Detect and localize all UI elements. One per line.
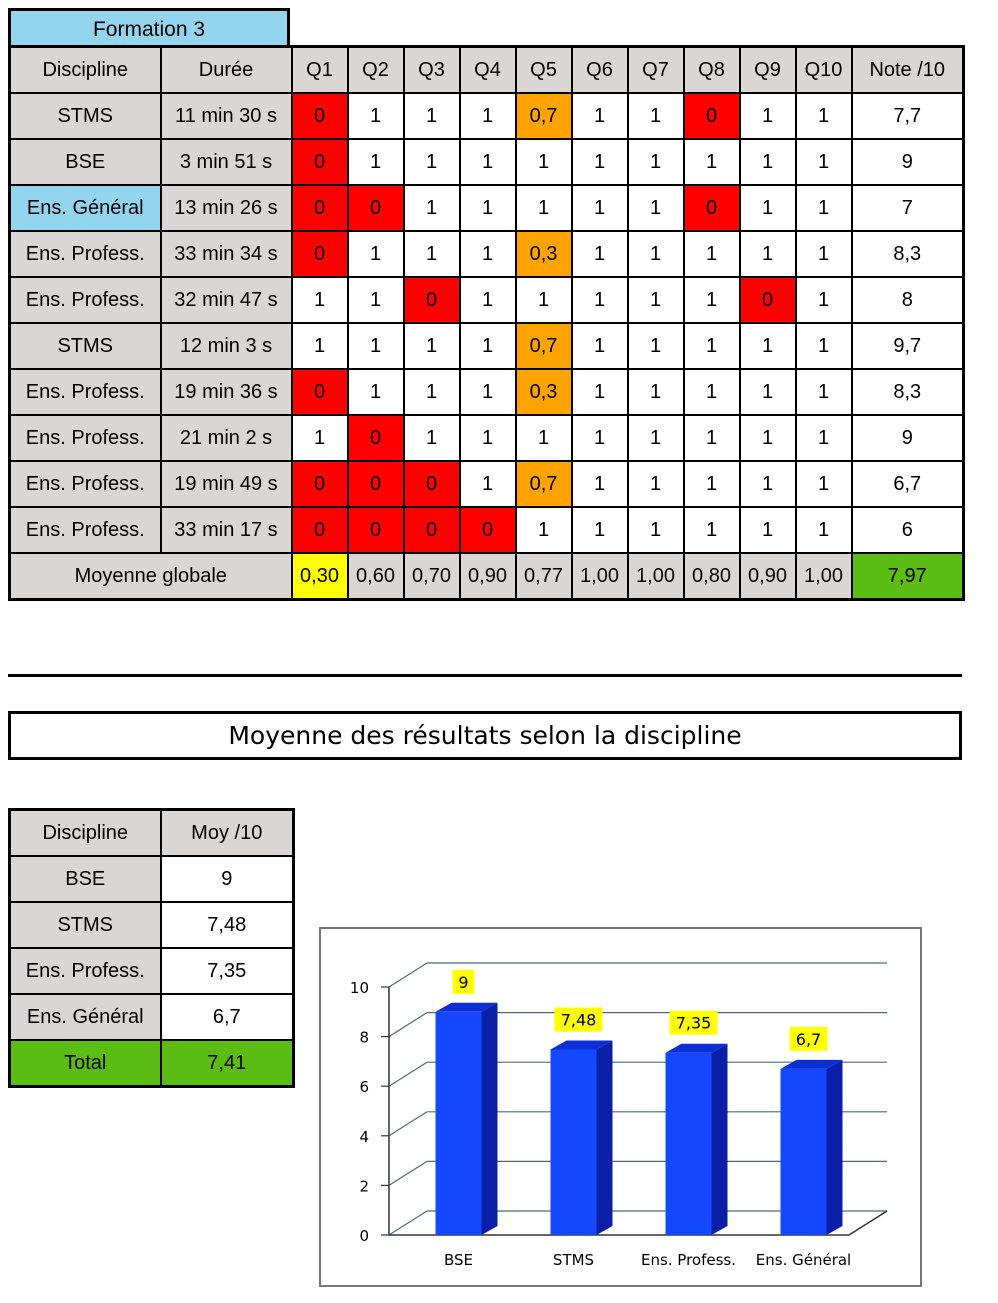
note-cell: 9	[852, 415, 964, 461]
note-cell: 6	[852, 507, 964, 553]
score-cell: 1	[796, 277, 852, 323]
average-cell: 0,60	[348, 553, 404, 600]
column-header: Durée	[161, 47, 292, 94]
discipline-cell: Ens. Profess.	[10, 461, 161, 507]
duration-cell: 33 min 34 s	[161, 231, 292, 277]
score-cell: 1	[572, 507, 628, 553]
score-cell: 1	[460, 185, 516, 231]
note-cell: 7	[852, 185, 964, 231]
score-cell: 0	[292, 231, 348, 277]
score-cell: 0,7	[516, 323, 572, 369]
score-cell: 1	[628, 93, 684, 139]
score-cell: 1	[684, 415, 740, 461]
gridline-side	[389, 963, 427, 987]
score-cell: 1	[796, 507, 852, 553]
y-tick-label: 8	[359, 1028, 369, 1047]
score-cell: 1	[404, 415, 460, 461]
score-cell: 1	[740, 461, 796, 507]
score-cell: 1	[628, 507, 684, 553]
duration-cell: 32 min 47 s	[161, 277, 292, 323]
column-header: Q3	[404, 47, 460, 94]
section-divider	[8, 674, 962, 677]
data-label: 7,35	[675, 1013, 712, 1033]
summary-table	[8, 808, 295, 1088]
table-row	[10, 369, 964, 415]
column-header: Q6	[572, 47, 628, 94]
duration-cell: 19 min 49 s	[161, 461, 292, 507]
bar-side	[827, 1060, 843, 1235]
score-cell: 1	[572, 185, 628, 231]
summary-row	[10, 994, 294, 1040]
score-cell: 1	[404, 231, 460, 277]
score-cell: 1	[460, 231, 516, 277]
score-cell: 1	[628, 369, 684, 415]
score-cell: 1	[460, 415, 516, 461]
score-cell: 0	[404, 461, 460, 507]
score-cell: 1	[572, 231, 628, 277]
chart-canvas	[321, 929, 920, 1285]
gridline-side	[389, 1013, 427, 1037]
score-cell: 1	[628, 139, 684, 185]
score-cell: 1	[628, 461, 684, 507]
summary-column-header: Discipline	[10, 810, 161, 857]
table-row	[10, 93, 964, 139]
note-cell: 9,7	[852, 323, 964, 369]
summary-discipline: BSE	[10, 856, 161, 902]
bar-side	[482, 1003, 498, 1235]
discipline-cell: Ens. Général	[10, 185, 161, 231]
score-cell: 0	[404, 277, 460, 323]
score-cell: 1	[572, 139, 628, 185]
score-cell: 0	[684, 185, 740, 231]
score-cell: 1	[572, 93, 628, 139]
y-tick-label: 0	[359, 1227, 369, 1245]
score-cell: 0,3	[516, 231, 572, 277]
summary-average: 7,48	[161, 902, 294, 948]
average-cell: 0,30	[292, 553, 348, 600]
score-cell: 0	[348, 461, 404, 507]
table-row	[10, 461, 964, 507]
score-cell: 0	[292, 139, 348, 185]
score-cell: 1	[796, 93, 852, 139]
duration-cell: 19 min 36 s	[161, 369, 292, 415]
data-label: 9	[458, 972, 469, 992]
average-label: Moyenne globale	[10, 553, 292, 600]
score-cell: 1	[684, 507, 740, 553]
score-cell: 0	[348, 185, 404, 231]
summary-average: 6,7	[161, 994, 294, 1040]
note-cell: 9	[852, 139, 964, 185]
score-cell: 1	[404, 93, 460, 139]
formation-title: Formation 3	[8, 8, 290, 45]
score-cell: 0	[348, 507, 404, 553]
score-cell: 1	[348, 323, 404, 369]
score-cell: 1	[460, 323, 516, 369]
score-cell: 1	[740, 231, 796, 277]
note-cell: 8,3	[852, 369, 964, 415]
score-cell: 1	[796, 231, 852, 277]
table-row	[10, 231, 964, 277]
score-cell: 1	[460, 369, 516, 415]
summary-discipline: STMS	[10, 902, 161, 948]
footer-row	[10, 553, 964, 600]
score-cell: 1	[740, 369, 796, 415]
table-row	[10, 139, 964, 185]
score-cell: 1	[404, 323, 460, 369]
score-cell: 1	[348, 93, 404, 139]
duration-cell: 11 min 30 s	[161, 93, 292, 139]
y-tick-label: 2	[359, 1177, 369, 1196]
bar-chart	[319, 927, 922, 1287]
average-cell: 0,80	[684, 553, 740, 600]
average-cell: 0,70	[404, 553, 460, 600]
header-row	[10, 47, 964, 94]
score-cell: 1	[628, 231, 684, 277]
duration-cell: 12 min 3 s	[161, 323, 292, 369]
score-cell: 0	[292, 185, 348, 231]
discipline-cell: Ens. Profess.	[10, 507, 161, 553]
score-cell: 1	[572, 369, 628, 415]
score-cell: 1	[628, 185, 684, 231]
column-header: Discipline	[10, 47, 161, 94]
column-header: Q7	[628, 47, 684, 94]
gridline-side	[389, 1112, 427, 1136]
total-label: Total	[10, 1040, 161, 1087]
table-row	[10, 185, 964, 231]
data-label: 7,48	[560, 1010, 597, 1030]
score-cell: 1	[796, 461, 852, 507]
duration-cell: 33 min 17 s	[161, 507, 292, 553]
y-tick-label: 6	[359, 1078, 369, 1097]
score-cell: 1	[292, 415, 348, 461]
bar-side	[597, 1040, 613, 1235]
data-label: 6,7	[795, 1029, 822, 1049]
score-cell: 0	[740, 277, 796, 323]
score-cell: 1	[460, 461, 516, 507]
summary-row	[10, 902, 294, 948]
y-tick-label: 10	[349, 979, 369, 997]
bar	[436, 1012, 482, 1235]
note-cell: 6,7	[852, 461, 964, 507]
average-cell: 1,00	[796, 553, 852, 600]
score-cell: 1	[684, 461, 740, 507]
score-cell: 1	[684, 231, 740, 277]
note-cell: 7,7	[852, 93, 964, 139]
average-cell: 0,90	[740, 553, 796, 600]
score-cell: 1	[572, 277, 628, 323]
note-cell: 8,3	[852, 231, 964, 277]
table-row	[10, 507, 964, 553]
x-tick-label: BSE	[443, 1251, 474, 1269]
discipline-cell: Ens. Profess.	[10, 277, 161, 323]
score-cell: 1	[684, 369, 740, 415]
score-cell: 1	[348, 139, 404, 185]
score-cell: 0	[684, 93, 740, 139]
global-average-note: 7,97	[852, 553, 964, 600]
summary-discipline: Ens. Profess.	[10, 948, 161, 994]
total-value: 7,41	[161, 1040, 294, 1087]
summary-discipline: Ens. Général	[10, 994, 161, 1040]
discipline-cell: STMS	[10, 323, 161, 369]
score-cell: 0,7	[516, 93, 572, 139]
score-cell: 1	[460, 139, 516, 185]
bar	[666, 1053, 712, 1235]
x-tick-label: Ens. Général	[755, 1251, 852, 1269]
summary-column-header: Moy /10	[161, 810, 294, 857]
score-cell: 1	[516, 277, 572, 323]
gridline-side	[389, 1062, 427, 1086]
score-cell: 1	[628, 323, 684, 369]
score-cell: 1	[628, 415, 684, 461]
score-cell: 1	[348, 369, 404, 415]
score-cell: 1	[684, 277, 740, 323]
x-tick-label: Ens. Profess.	[640, 1251, 737, 1269]
score-cell: 1	[740, 185, 796, 231]
discipline-cell: Ens. Profess.	[10, 369, 161, 415]
discipline-cell: STMS	[10, 93, 161, 139]
score-cell: 1	[516, 185, 572, 231]
summary-header-row	[10, 810, 294, 857]
score-cell: 1	[572, 415, 628, 461]
section-title: Moyenne des résultats selon la discipline	[8, 711, 962, 760]
score-cell: 1	[404, 139, 460, 185]
score-cell: 1	[740, 139, 796, 185]
score-cell: 1	[796, 415, 852, 461]
score-cell: 0	[460, 507, 516, 553]
discipline-cell: Ens. Profess.	[10, 415, 161, 461]
score-cell: 1	[796, 323, 852, 369]
average-cell: 1,00	[628, 553, 684, 600]
discipline-cell: Ens. Profess.	[10, 231, 161, 277]
score-cell: 1	[516, 139, 572, 185]
score-cell: 1	[572, 461, 628, 507]
summary-average: 7,35	[161, 948, 294, 994]
score-cell: 1	[628, 277, 684, 323]
score-cell: 0	[292, 93, 348, 139]
table-row	[10, 323, 964, 369]
column-header: Q10	[796, 47, 852, 94]
score-cell: 0,7	[516, 461, 572, 507]
score-cell: 1	[516, 415, 572, 461]
table-row	[10, 415, 964, 461]
bar-side	[712, 1044, 728, 1235]
score-cell: 1	[460, 93, 516, 139]
score-cell: 1	[516, 507, 572, 553]
bar	[781, 1069, 827, 1235]
x-tick-label: STMS	[552, 1251, 595, 1269]
duration-cell: 3 min 51 s	[161, 139, 292, 185]
score-cell: 1	[796, 139, 852, 185]
results-table	[8, 45, 965, 601]
score-cell: 0	[292, 507, 348, 553]
score-cell: 1	[796, 185, 852, 231]
score-cell: 1	[348, 277, 404, 323]
score-cell: 0	[348, 415, 404, 461]
duration-cell: 21 min 2 s	[161, 415, 292, 461]
gridline-side	[389, 1161, 427, 1185]
average-cell: 0,77	[516, 553, 572, 600]
column-header: Q8	[684, 47, 740, 94]
score-cell: 0	[292, 369, 348, 415]
gridline-side	[389, 1211, 427, 1235]
column-header: Q5	[516, 47, 572, 94]
summary-row	[10, 856, 294, 902]
score-cell: 0,3	[516, 369, 572, 415]
score-cell: 0	[292, 461, 348, 507]
score-cell: 1	[740, 93, 796, 139]
discipline-cell: BSE	[10, 139, 161, 185]
summary-average: 9	[161, 856, 294, 902]
table-row	[10, 277, 964, 323]
score-cell: 1	[572, 323, 628, 369]
score-cell: 1	[348, 231, 404, 277]
summary-row	[10, 948, 294, 994]
score-cell: 1	[684, 323, 740, 369]
column-header: Q4	[460, 47, 516, 94]
score-cell: 1	[460, 277, 516, 323]
column-header: Q9	[740, 47, 796, 94]
average-cell: 1,00	[572, 553, 628, 600]
y-tick-label: 4	[359, 1127, 369, 1146]
summary-total-row	[10, 1040, 294, 1087]
score-cell: 1	[796, 369, 852, 415]
column-header: Q1	[292, 47, 348, 94]
column-header: Q2	[348, 47, 404, 94]
score-cell: 1	[740, 323, 796, 369]
score-cell: 1	[292, 277, 348, 323]
bar	[551, 1049, 597, 1235]
note-cell: 8	[852, 277, 964, 323]
score-cell: 1	[740, 507, 796, 553]
average-cell: 0,90	[460, 553, 516, 600]
score-cell: 1	[740, 415, 796, 461]
score-cell: 1	[404, 185, 460, 231]
score-cell: 1	[684, 139, 740, 185]
column-header: Note /10	[852, 47, 964, 94]
score-cell: 1	[292, 323, 348, 369]
duration-cell: 13 min 26 s	[161, 185, 292, 231]
score-cell: 0	[404, 507, 460, 553]
score-cell: 1	[404, 369, 460, 415]
